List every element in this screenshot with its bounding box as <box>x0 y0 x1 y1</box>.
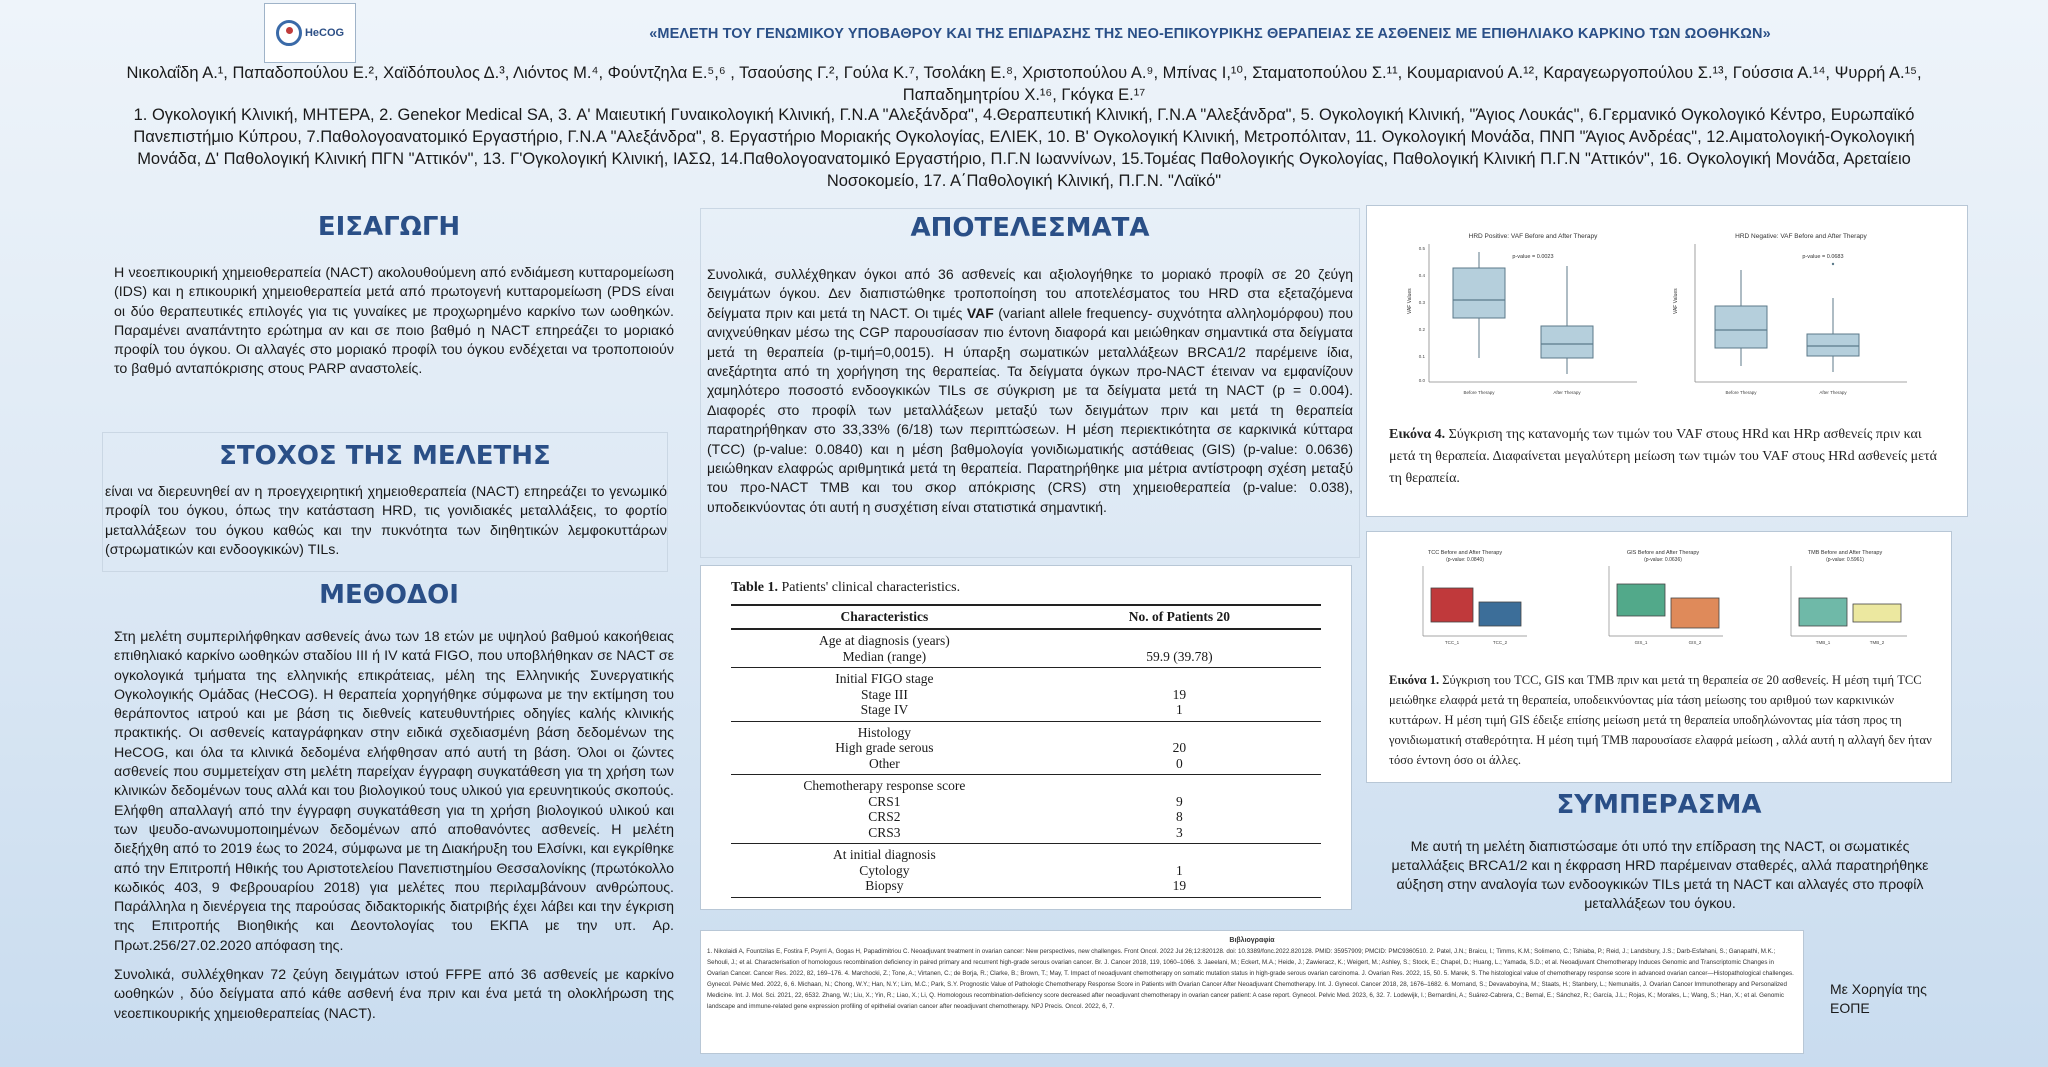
table-caption <box>731 580 1321 596</box>
panel-title: HRD Negative: VAF Before and After Therapy <box>1735 233 1867 240</box>
methods-heading: ΜΕΘΟΔΟΙ <box>319 580 459 610</box>
references-section <box>700 930 1804 1054</box>
table-caption-text: Patients' clinical characteristics. <box>777 580 961 595</box>
x-tick: GIS_1 <box>1634 640 1648 645</box>
gis-panel <box>1609 550 1723 645</box>
table-row <box>731 649 1321 668</box>
vaf-boxplots <box>1367 206 1969 428</box>
results-heading: ΑΠΟΤΕΛΕΣΜΑΤΑ <box>910 213 1150 243</box>
figure-4-caption <box>1367 424 1967 490</box>
table-row <box>731 775 1321 794</box>
hecog-logo <box>264 3 356 63</box>
x-tick: After Therapy <box>1553 390 1581 395</box>
table-body <box>731 629 1321 897</box>
table-cell: CRS2 <box>868 809 901 824</box>
x-tick: TMB_1 <box>1815 640 1831 645</box>
author-list: Νικολαΐδη Α.¹, Παπαδοπούλου Ε.², Χαϊδόπουλος Δ.³, Λιόντος Μ.⁴, Φούντζηλα Ε.⁵,⁶ , Τσαούσης Γ.², Γούλα Κ.⁷, Τσολάκη Ε.⁸, Χριστοπούλου Α.⁹, Μπίνας Ι,¹⁰, Σταματοπούλου Σ.¹¹, Κουμαριανού Α.¹², Καραγεωργοπούλου Σ.¹³, Γούσσια Α.¹⁴, Ψυρρή Α.¹⁵, Παπαδημητρίου Χ.¹⁶, Γκόγκα Ε.¹⁷ <box>126 64 1922 104</box>
table-row <box>731 668 1321 687</box>
methods-text: Στη μελέτη συμπεριλήφθηκαν ασθενείς άνω των 18 ετών με υψηλού βαθμού κακοήθειας επιθηλιακό καρκίνο ωοθηκών σταδίου III ή IV κατά FIGO, που υποβλήθηκαν σε NACT σε ογκολογικά τμήματα της ελληνικής επικράτειας, μέλη της Ελληνικής Συνεργατικής Ογκολογικής Ομάδας (HeCOG). Η θεραπεία χορηγήθηκε σύμφωνα με την εκτίμηση του θεράποντος ιατρού και με βάση τις διεθνείς κατευθυντήριες οδηγίες καλής κλινικής πρακτικής. Οι ασθενείς καταγράφηκαν στην ειδικά σχεδιασμένη βάση δεδομένων της HeCOG, και όλα τα κλινικά δεδομένα ελήφθησαν από αυτή τη βάση. Όλοι οι ζώντες ασθενείς που συμμετείχαν στη μελέτη παρείχαν έγγραφη συγκατάθεση για τη χρήση των κλινικών δεδομένων τους αλλά και του βιολογικού τους υλικού για ερευνητικούς σκοπούς. Ελήφθη απαλλαγή από την έγγραφη συγκατάθεση για τη χρήση βιολογικού υλικού και των ψευδο-ανωνυμοποιημένων δεδομένων από αποθανόντες ασθενείς. Η μελέτη διεξήχθη από το 2019 έως το 2024, σύμφωνα με τη Διακήρυξη του Ελσίνκι, και εγκρίθηκε από την Επιτροπή Ηθικής του Αριστοτελείου Πανεπιστημίου Θεσσαλονίκης (πρωτόκολλο κωδικός 403, 9 Φεβρουαρίου 2018) για μελέτες που περιλαμβάνουν ανθρώπους. Παράλληλα η διενέργεια της παρούσας διδακτορικής διατριβής έχει λάβει και την έγκριση της Επιτροπής Βιοηθικής και Δεοντολογίας του ΕΚΠΑ με την υπ. Αρ. Πρωτ.256/27.02.2020 απόφαση της. <box>114 629 674 954</box>
hecog-logo-icon <box>276 20 302 46</box>
panel-p-value: (p-value: 0.0636) <box>1644 557 1682 563</box>
table-row <box>731 629 1321 649</box>
figure-4-caption-label: Εικόνα 4. <box>1389 427 1446 442</box>
table-row <box>731 863 1321 879</box>
table-cell: 59.9 (39.78) <box>1038 649 1321 668</box>
aim-text: είναι να διερευνηθεί αν η προεγχειρητική χημειοθεραπεία (NACT) επηρεάζει το γενωμικό προφίλ του όγκου, όπως την κατάσταση HRD, τις γονιδιακές μεταλλάξεις, το φορτίο μεταλλάξεων του όγκου καθώς και την πυκνότητα των διηθητικών λεμφοκυττάρων (στρωματικών και ενδοογκικών) TILs. <box>105 484 667 558</box>
introduction-section <box>104 212 674 380</box>
poster-title: «ΜΕΛΕΤΗ ΤΟΥ ΓΕΝΩΜΙΚΟΥ ΥΠΟΒΑΘΡΟΥ ΚΑΙ ΤΗΣ ΕΠΙΔΡΑΣΗΣ ΤΗΣ ΝΕΟ-ΕΠΙΚΟΥΡΙΚΗΣ ΘΕΡΑΠΕΙΑΣ ΣΕ ΑΣΘΕΝΕΙΣ ΜΕ ΕΠΙΘΗΛΙΑΚΟ ΚΑΡΚΙΝΟ ΤΩΝ ΩΟΘΗΚΩΝ» <box>649 26 1771 42</box>
introduction-heading: ΕΙΣΑΓΩΓΗ <box>317 212 461 242</box>
methods-section <box>104 580 674 1024</box>
aim-section <box>102 432 668 572</box>
tcc-gis-tmb-boxplots <box>1367 532 1953 670</box>
table-header-row <box>731 605 1321 629</box>
figure-1 <box>1366 531 1952 783</box>
panel-title: GIS Before and After Therapy <box>1626 550 1700 556</box>
table-row <box>731 687 1321 703</box>
table-cell: 9 <box>1176 793 1183 809</box>
panel-title: HRD Positive: VAF Before and After Therapy <box>1468 233 1598 240</box>
box-tcc-before <box>1431 588 1473 622</box>
figure-1-caption-text: Σύγκριση του TCC, GIS και TMB πριν και μετά τη θεραπεία σε 20 ασθενείς. Η μέση τιμή TCC μειώθηκε ελαφρά μετά τη θεραπεία, υποδεικνύοντας μία τάση μείωσης του αριθμού των καρκινικών κυττάρων. Η μέση τιμή GIS έδειξε επίσης μείωση μετά τη θεραπεία υποδηλώνοντας μία τάση προς τη γονιδιωματική σταθερότητα. Η μέση τιμή TMB παρουσίασε ελαφρά μείωση , αλλά αυτή η αλλαγή δεν ήταν τόσο έντονη όσο οι άλλες. <box>1389 673 1932 767</box>
figure-4 <box>1366 205 1968 517</box>
table-cell <box>1038 775 1321 794</box>
y-tick: 0.3 <box>1418 300 1425 305</box>
table-cell: High grade serous <box>835 740 934 755</box>
tcc-panel <box>1423 550 1527 645</box>
box-before-therapy <box>1715 306 1767 348</box>
hrd-negative-panel <box>1673 233 1907 395</box>
table-cell: 20 <box>1172 740 1187 755</box>
table-cell: Chemotherapy response score <box>803 778 966 793</box>
methods-text-samples: Συνολικά, συλλέχθηκαν 72 ζεύγη δειγμάτων ιστού FFPE από 36 ασθενείς με καρκίνο ωοθηκών , δύο δείγματα από κάθε ασθενή ένα πριν και ένα μετά τη ολοκλήρωση της νεοεπικουρικής χημειοθεραπείας (NACT). <box>114 967 674 1022</box>
panel-title: TMB Before and After Therapy <box>1807 550 1883 556</box>
x-tick: Before Therapy <box>1463 390 1495 395</box>
table-cell: 19 <box>1172 686 1187 702</box>
y-tick: 0.4 <box>1418 273 1425 278</box>
conclusion-text: Με αυτή τη μελέτη διαπιστώσαμε ότι υπό την επίδραση της NACT, οι σωματικές μεταλλάξεις BRCA1/2 και η έκφραση HRD παρέμειναν σταθερές, αλλά παρατηρήθηκε αύξηση στην αναλογία των ενδοογκικών TILs μετά τη NACT και αλλαγές στο προφίλ μεταλλάξεων του όγκου. <box>1391 839 1929 912</box>
panel-title: TCC Before and After Therapy <box>1427 550 1503 556</box>
results-vaf: VAF <box>966 304 994 321</box>
box-gis-before <box>1617 584 1665 616</box>
results-section <box>700 208 1360 558</box>
tmb-panel <box>1791 550 1907 645</box>
panel-p-value: p-value = 0.0023 <box>1512 254 1554 260</box>
figure-1-caption <box>1367 670 1951 770</box>
table-cell: 3 <box>1038 825 1321 844</box>
clinical-characteristics-table <box>731 604 1321 898</box>
panel-p-value: (p-value: 0.5961) <box>1826 557 1864 563</box>
aim-heading: ΣΤΟΧΟΣ ΤΗΣ ΜΕΛΕΤΗΣ <box>219 441 551 471</box>
outlier-point <box>1832 263 1834 265</box>
references-heading: Βιβλιογραφία <box>1229 937 1275 944</box>
table-cell: Other <box>731 756 1038 775</box>
table-cell: 1 <box>1038 702 1321 721</box>
x-tick: TCC_1 <box>1444 640 1460 645</box>
table-cell: Stage III <box>860 686 908 702</box>
table-row <box>731 756 1321 775</box>
table-cell: CRS1 <box>868 793 901 809</box>
x-tick: TMB_2 <box>1869 640 1885 645</box>
table-row <box>731 809 1321 825</box>
table-row <box>731 702 1321 721</box>
y-tick: 0.2 <box>1418 327 1425 332</box>
table-cell <box>1038 629 1321 649</box>
box-before-therapy <box>1453 268 1505 318</box>
table-header: Characteristics <box>731 605 1038 629</box>
introduction-text: Η νεοεπικουρική χημειοθεραπεία (NACT) ακολουθούμενη από ενδιάμεση κυτταρομείωση (IDS) και η επικουρική χημειοθεραπεία μετά από πρωτογενή κυτταρομείωση (PDS είναι οι δύο θεραπευτικές επιλογές για τις γυναίκες με προχωρημένο καρκίνο των ωοθηκών. Παραμένει αναπάντητο ερώτημα αν και σε ποιο βαθμό η NACT επηρεάζει το μοριακό προφίλ του όγκου. Οι αλλαγές στο μοριακό προφίλ του όγκου ενδέχεται να τροποποιούν το βαθμό ανταπόκρισης στους PARP αναστολείς. <box>114 265 674 378</box>
x-tick: Before Therapy <box>1725 390 1757 395</box>
box-after-therapy <box>1541 326 1593 358</box>
box-after-therapy <box>1807 334 1859 356</box>
table-row <box>731 721 1321 740</box>
results-text-b: (variant allele frequency- συχνότητα αλληλομόρφου) που ανιχνεύθηκαν μέσω της CGP παρουσίασαν πιο έντονη διαφορά και μειώθηκαν σημαντικά στα δείγματα μετά τη θεραπεία (p-τιμή=0,0015). Η ύπαρξη σωματικών μεταλλάξεων BRCA1/2 παρέμεινε ίδια, ανεξάρτητα από τη χορήγηση της θεραπείας. Τα δείγματα όγκων προ-NACT έτειναν να εμφανίζουν χαμηλότερο ποσοστό ενδοογκικών TILs σε σύγκριση με τα δείγματα μετά τη NACT (p = 0.004). Διαφορές στο προφίλ των μεταλλάξεων μεταξύ των δειγμάτων πριν και μετά τη θεραπεία παρατηρήθηκαν στο 33,33% (6/18) των περιπτώσεων. Η μέση περιεκτικότητα σε καρκινικά κύτταρα (TCC) (p-value: 0.0840) και η μέση βαθμολογία γονιδιωματικής αστάθειας (GIS) (p-value: 0.0636) μειώθηκαν ελαφρώς αριθμητικά μετά τη θεραπεία. Παρατηρήθηκε μια μέτρια αντίστροφη σχέση μεταξύ του προ-NACT TMB και του σκορ απόκρισης (CRS) στη χημειοθεραπεία (p-value: 0.038), υποδεικνύοντας ότι αυτή η συσχέτιση είναι στατιστικά σημαντική. <box>707 304 1353 515</box>
table-header: No. of Patients 20 <box>1038 605 1321 629</box>
table-cell: At initial diagnosis <box>833 847 936 862</box>
logo-text: HeCOG <box>304 27 345 39</box>
box-tcc-after <box>1479 602 1521 626</box>
box-tmb-before <box>1799 598 1847 626</box>
figure-1-caption-label: Εικόνα 1. <box>1389 673 1440 687</box>
table-row <box>731 825 1321 844</box>
y-axis-label: VAF Values <box>1673 288 1679 314</box>
x-tick: GIS_2 <box>1688 640 1702 645</box>
y-tick: 0.5 <box>1418 246 1425 251</box>
table-cell: Age at diagnosis (years) <box>818 633 950 648</box>
x-tick: TCC_2 <box>1492 640 1508 645</box>
results-text-a: Συνολικά, συλλέχθηκαν όγκοι από 36 ασθενείς και αξιολογήθηκε το μοριακό προφίλ σε 20 ζεύγη δειγμάτων όγκου. Δεν διαπιστώθηκε τροποποίηση του αποτελέσματος του HRD στα εξεταζόμενα δείγματα πριν και μετά τη NACT. Οι τιμές <box>707 266 1353 321</box>
references-text: 1. Nikolaidi A, Fountzilas E, Fostira F, Psyrri A, Gogas H, Papadimitriou C. Neoadjuvant treatment in ovarian cancer: New perspectives, new challenges. Front Oncol. 2022 Jul 26;12:820128. doi: 10.3389/fonc.2022.820128. PMID: 35957909; PMCID: PMC9360510. 2. Patel, J.N.; Braicu, I.; Timms, K.M.; Solimeno, C.; Tshiaba, P.; Reid, J.; Landsbury, J.S.; Darb-Esfahani, S.; Ganapathi, M.K.; Sehouli, J.; et al. Characterisation of homologous recombination deficiency in paired primary and recurrent high-grade serous ovarian cancer. Br. J. Cancer 2018, 119, 1060–1066. 3. Jaeelani, M.; Eckert, M.A.; Heide, J.; Zawieracz, K.; Weigert, M.; Ashley, S.; Stock, E.; Chapel, D.; Huang, L.; Yamada, S.D.; et al. Neoadjuvant Chemotherapy Induces Genomic and Transcriptomic Changes in Ovarian Cancer. Cancer Res. 2022, 82, 169–176. 4. Marchocki, Z.; Tone, A.; Virtanen, C.; de Borja, R.; Clarke, B.; Brown, T.; May, T. Impact of neoadjuvant chemotherapy on somatic mutation status in high-grade serous ovarian carcinoma. J. Ovarian Res. 2022, 15, 50. 5. Marek, S. The histological value of chemotherapy response score in advanced ovarian cancer—Histopathological challenges. Gynecol. Pelvic Med. 2022, 6, 6. Michaan, N.; Chong, W.Y.; Han, N.Y.; Lim, M.C.; Park, S.Y. Prognostic Value of Pathologic Chemotherapy Response Score in Patients with Ovarian Cancer After Neoadjuvant Chemotherapy. Int. J. Gynecol. Cancer 2018, 28, 1676–1682. 6. Mornand, S.; Devavaboyina, M.; Staats, H.; Stanbery, L.; Nemunaitis, J. Ovarian Cancer Immunotherapy and Personalized Medicine. Int. J. Mol. Sci. 2021, 22, 6532. Zhang, W.; Liu, X.; Yin, R.; Liao, X.; Li, Q. Homologous recombination-deficiency score decreased after neoadjuvant chemotherapy in ovarian cancer patient: A case report. Gynecol. Pelvic Med. 2023, 6, 32. 7. Lodewijk, I.; Bernardini, A.; Suárez-Cabrera, C.; Bernal, E.; Sánchez, R.; García, J.L.; Rojas, K.; Morales, L.; Wang, S.; Han, X.; et al. Genomic landscape and immune-related gene expression profiling of epithelial ovarian cancer after neoadjuvant chemotherapy. NPJ Precis. Oncol. 2022, 6, 7. <box>707 948 1794 1010</box>
y-axis-label: VAF Values <box>1407 288 1413 314</box>
table-cell: 1 <box>1176 862 1183 878</box>
table-row <box>731 740 1321 756</box>
table-cell: 19 <box>1038 878 1321 897</box>
table-cell: Histology <box>857 724 912 740</box>
x-tick: After Therapy <box>1819 390 1847 395</box>
table-cell: Cytology <box>859 862 910 878</box>
table-cell <box>1038 844 1321 863</box>
results-text <box>707 265 1353 517</box>
table-cell <box>1038 668 1321 687</box>
table-cell <box>1038 721 1321 740</box>
table-cell: Biopsy <box>731 878 1038 897</box>
table-row <box>731 794 1321 810</box>
table-row <box>731 878 1321 897</box>
figure-4-caption-text: Σύγκριση της κατανομής των τιμών του VAF στους HRd και HRp ασθενείς πριν και μετά τη θεραπεία. Διαφαίνεται μεγαλύτερη μείωση των τιμών του VAF στους HRd ασθενείς μετά τη θεραπεία. <box>1389 427 1937 486</box>
table-cell: Initial FIGO stage <box>835 671 934 686</box>
panel-p-value: p-value = 0.0683 <box>1802 254 1844 260</box>
panel-p-value: (p-value: 0.0840) <box>1446 557 1484 563</box>
affiliations: 1. Ογκολογική Κλινική, ΜΗΤΕΡΑ, 2. Genekor Medical SA, 3. Α' Μαιευτική Γυναικολογική Κλινική, Γ.Ν.Α "Αλεξάνδρα", 4.Θεραπευτική Κλινική, Γ.Ν.Α "Αλεξάνδρα", 5. Ογκολογική Κλινική, "Άγιος Λουκάς", 6.Γερμανικό Ογκολογικό Κέντρο, Ευρωπαϊκό Πανεπιστήμιο Κύπρου, 7.Παθολογοανατομικό Εργαστήριο, Γ.Ν.Α "Αλεξάνδρα", 8. Εργαστήριο Μοριακής Ογκολογίας, ΕΛΙΕΚ, 10. Β' Ογκολογική Κλινική, Μετροπόλιταν, 11. Ογκολογική Μονάδα, ΠΝΠ "Άγιος Ανδρέας", 12.Αιματολογική-Ογκολογική Μονάδα, Δ' Παθολογική Κλινική ΠΓΝ "Αττικόν", 13. Γ'Ογκολογική Κλινική, ΙΑΣΩ, 14.Παθολογοανατομικό Εργαστήριο, Π.Γ.Ν Ιωαννίνων, 15.Τομέας Παθολογικής Ογκολογίας, Παθολογική Κλινική Π.Γ.Ν "Αττικόν", 16. Ογκολογική Μονάδα, Αρεταίειο Νοσοκομείο, 17. Α΄Παθολογική Κλινική, Π.Γ.Ν. "Λαϊκό" <box>133 106 1915 190</box>
sponsor-note: Με Χορηγία της ΕΟΠΕ <box>1830 981 1927 1016</box>
table-cell: Median (range) <box>731 649 1038 668</box>
box-gis-after <box>1671 598 1719 628</box>
table-cell: 0 <box>1038 756 1321 775</box>
y-tick: 0.1 <box>1418 354 1425 359</box>
table-caption-label: Table 1. <box>731 580 778 595</box>
table-row <box>731 844 1321 863</box>
y-tick: 0.0 <box>1418 378 1425 383</box>
table-cell: CRS3 <box>731 825 1038 844</box>
table-cell: 8 <box>1176 809 1183 824</box>
clinical-characteristics-table-card <box>700 565 1352 910</box>
conclusion-heading: ΣΥΜΠΕΡΑΣΜΑ <box>1556 790 1762 820</box>
box-tmb-after <box>1853 604 1901 622</box>
table-cell: Stage IV <box>731 702 1038 721</box>
hrd-positive-panel <box>1407 233 1637 395</box>
